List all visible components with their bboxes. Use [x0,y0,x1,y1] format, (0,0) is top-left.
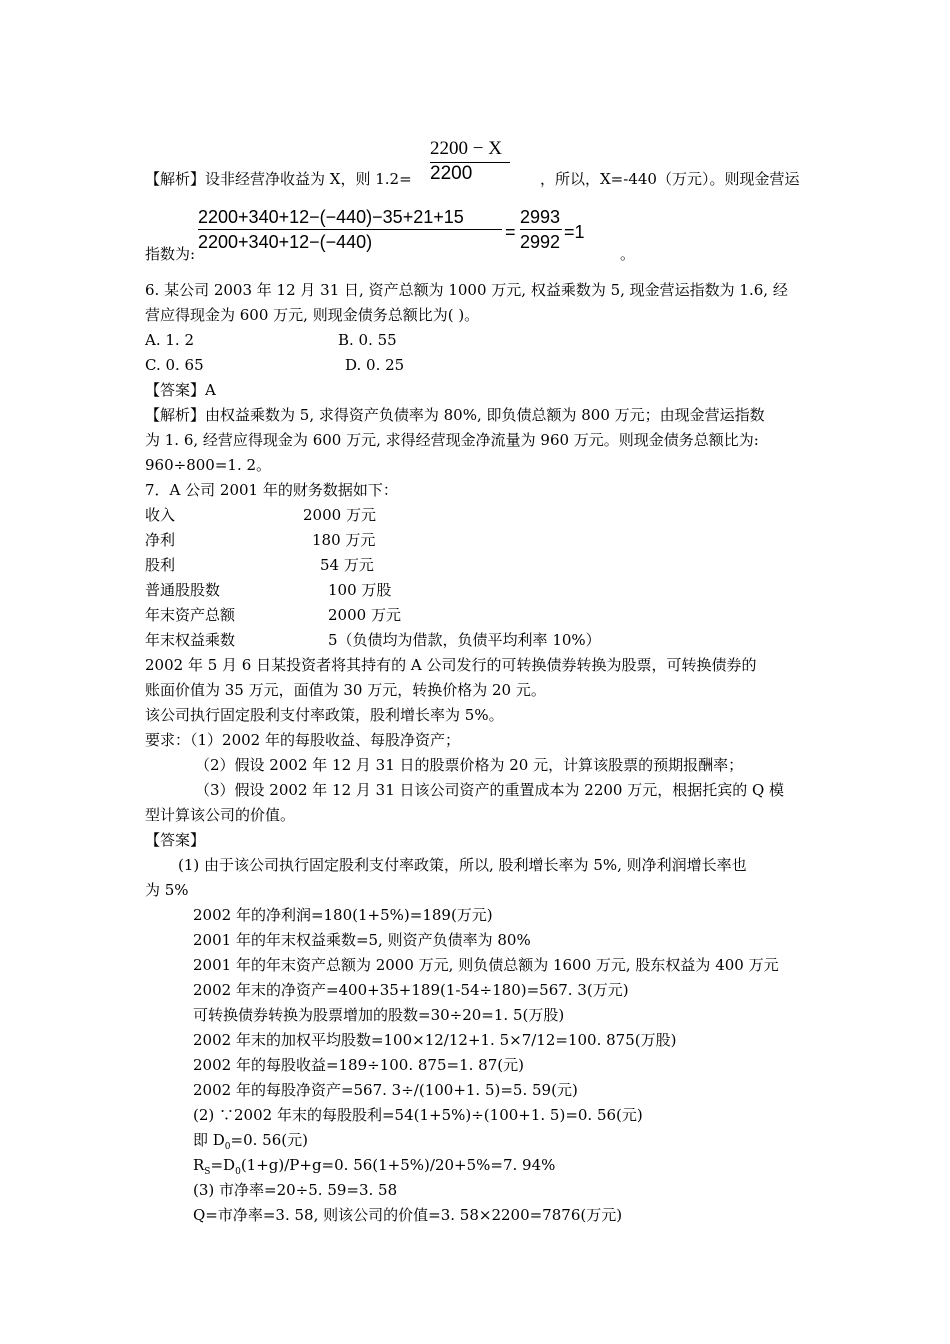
solution-line: 2001 年的年末资产总额为 2000 万元, 则负债总额为 1600 万元, 股东权益为 400 万元 [193,956,779,974]
q6-analysis-1: 【解析】由权益乘数为 5, 求得资产负债率为 80%, 即负债总额为 800 万元；由现金营运指数 [145,406,765,424]
q6-analysis-3: 960÷800=1. 2。 [145,456,272,474]
q7-paragraph-3: 该公司执行固定股利支付率政策，股利增长率为 5%。 [145,706,504,724]
fraction-formula-1 [430,136,516,185]
solution-line: 2002 年末的加权平均股数=100×12/12+1. 5×7/12=100. 875(万股) [193,1031,677,1049]
data-row-value: 100 万股 [328,581,392,599]
data-row-label: 股利 [145,556,176,574]
text-part: =D [210,1156,236,1174]
solution-line: 2002 年的每股收益=189÷100. 875=1. 87(元) [193,1056,524,1074]
data-row-label: 收入 [145,506,176,524]
q6-stem-1: 6. 某公司 2003 年 12 月 31 日, 资产总额为 1000 万元, 权益乘数为 5, 现金营运指数为 1.6, 经 [145,281,788,299]
subscript: 0 [224,1142,231,1152]
data-row-value: 54 万元 [320,556,374,574]
fraction-2-numerator: 2200+340+12−(−440)−35+21+15 [198,207,464,227]
index-prefix: 指数为: [145,245,196,263]
q6-stem-2: 营应得现金为 600 万元, 则现金债务总额比为( )。 [145,306,480,324]
q6-analysis-2: 为 1. 6, 经营应得现金为 600 万元, 求得经营现金净流量为 960 万元。则现金债务总额比为: [145,431,759,449]
data-row-value: 2000 万元 [328,606,401,624]
q7-requirement-4: 型计算该公司的价值。 [145,806,296,824]
q6-option-a: A. 1. 2 [145,331,194,349]
text-part: 即 D [193,1131,225,1149]
text-part: R [193,1156,205,1174]
data-row-value: 2000 万元 [303,506,376,524]
q6-option-d: D. 0. 25 [345,356,405,374]
analysis-line-1b: ，所以，X=-440（万元）。则现金营运 [540,170,800,188]
q7-paragraph-1: 2002 年 5 月 6 日某投资者将其持有的 A 公司发行的可转换债券转换为股票，可转换债券的 [145,656,757,674]
q7-requirement-3: （3）假设 2002 年 12 月 31 日该公司资产的重置成本为 2200 万元，根据托宾的 Q 模 [195,781,785,799]
subscript: 0 [235,1167,241,1177]
fraction-1-denominator: 2200 [430,163,473,184]
q7-requirement-2: （2）假设 2002 年 12 月 31 日的股票价格为 20 元，计算该股票的预期报酬率； [195,756,744,774]
equals-one: =1 [564,222,585,242]
data-row-value: 5（负债均为借款，负债平均利率 10%） [328,631,601,649]
fraction-formula-2 [198,205,504,254]
solution-line: 可转换债券转换为股票增加的股数=30÷20=1. 5(万股) [193,1006,565,1024]
fraction-1-numerator: 2200 − X [430,138,502,159]
q6-option-b: B. 0. 55 [338,331,397,349]
solution-line: 2001 年的年末权益乘数=5, 则资产负债率为 80% [193,931,531,949]
solution-line: 2002 年的每股净资产=567. 3÷/(100+1. 5)=5. 59(元) [193,1081,578,1099]
data-row-label: 普通股股数 [145,581,221,599]
solution-line-rs [193,1155,555,1182]
solution-line-d0 [193,1130,308,1157]
analysis-line-1a: 【解析】设非经营净收益为 X，则 1.2= [145,170,412,188]
solution-line: (1) 由于该公司执行固定股利支付率政策，所以, 股利增长率为 5%, 则净利润增长率也 [178,856,747,874]
q7-title: 7．A 公司 2001 年的财务数据如下： [145,481,398,499]
data-row-value: 180 万元 [312,531,376,549]
solution-line: Q=市净率=3. 58, 则该公司的价值=3. 58×2200=7876(万元) [193,1206,623,1224]
q7-paragraph-2: 账面价值为 35 万元，面值为 30 万元，转换价格为 20 元。 [145,681,546,699]
q7-answer: 【答案】 [145,831,206,849]
data-row-label: 年末资产总额 [145,606,236,624]
data-row-label: 净利 [145,531,176,549]
index-suffix: 。 [620,245,636,263]
fraction-3-numerator: 2993 [520,207,561,227]
q6-answer: 【答案】A [145,381,216,399]
text-part: (1+g)/P+g=0. 56(1+5%)/20+5%=7. 94% [240,1156,556,1174]
fraction-formula-3 [520,205,564,254]
text-part: =0. 56(元) [230,1131,308,1149]
solution-line: (2) ∵2002 年末的每股股利=54(1+5%)÷(100+1. 5)=0. 56(元) [193,1106,643,1124]
fraction-3-denominator: 2992 [520,232,561,252]
solution-line: 为 5% [145,881,189,899]
q7-requirement-1: 要求：（1）2002 年的每股收益、每股净资产； [145,731,460,749]
fraction-2-denominator: 2200+340+12−(−440) [198,232,373,252]
solution-line: (3) 市净率=20÷5. 59=3. 58 [193,1181,398,1199]
solution-line: 2002 年的净利润=180(1+5%)=189(万元) [193,906,493,924]
data-row-label: 年末权益乘数 [145,631,236,649]
equals-sign-1: = [505,222,516,242]
q6-option-c: C. 0. 65 [145,356,204,374]
subscript: S [204,1167,211,1177]
solution-line: 2002 年末的净资产=400+35+189(1-54÷180)=567. 3(万元) [193,981,629,999]
